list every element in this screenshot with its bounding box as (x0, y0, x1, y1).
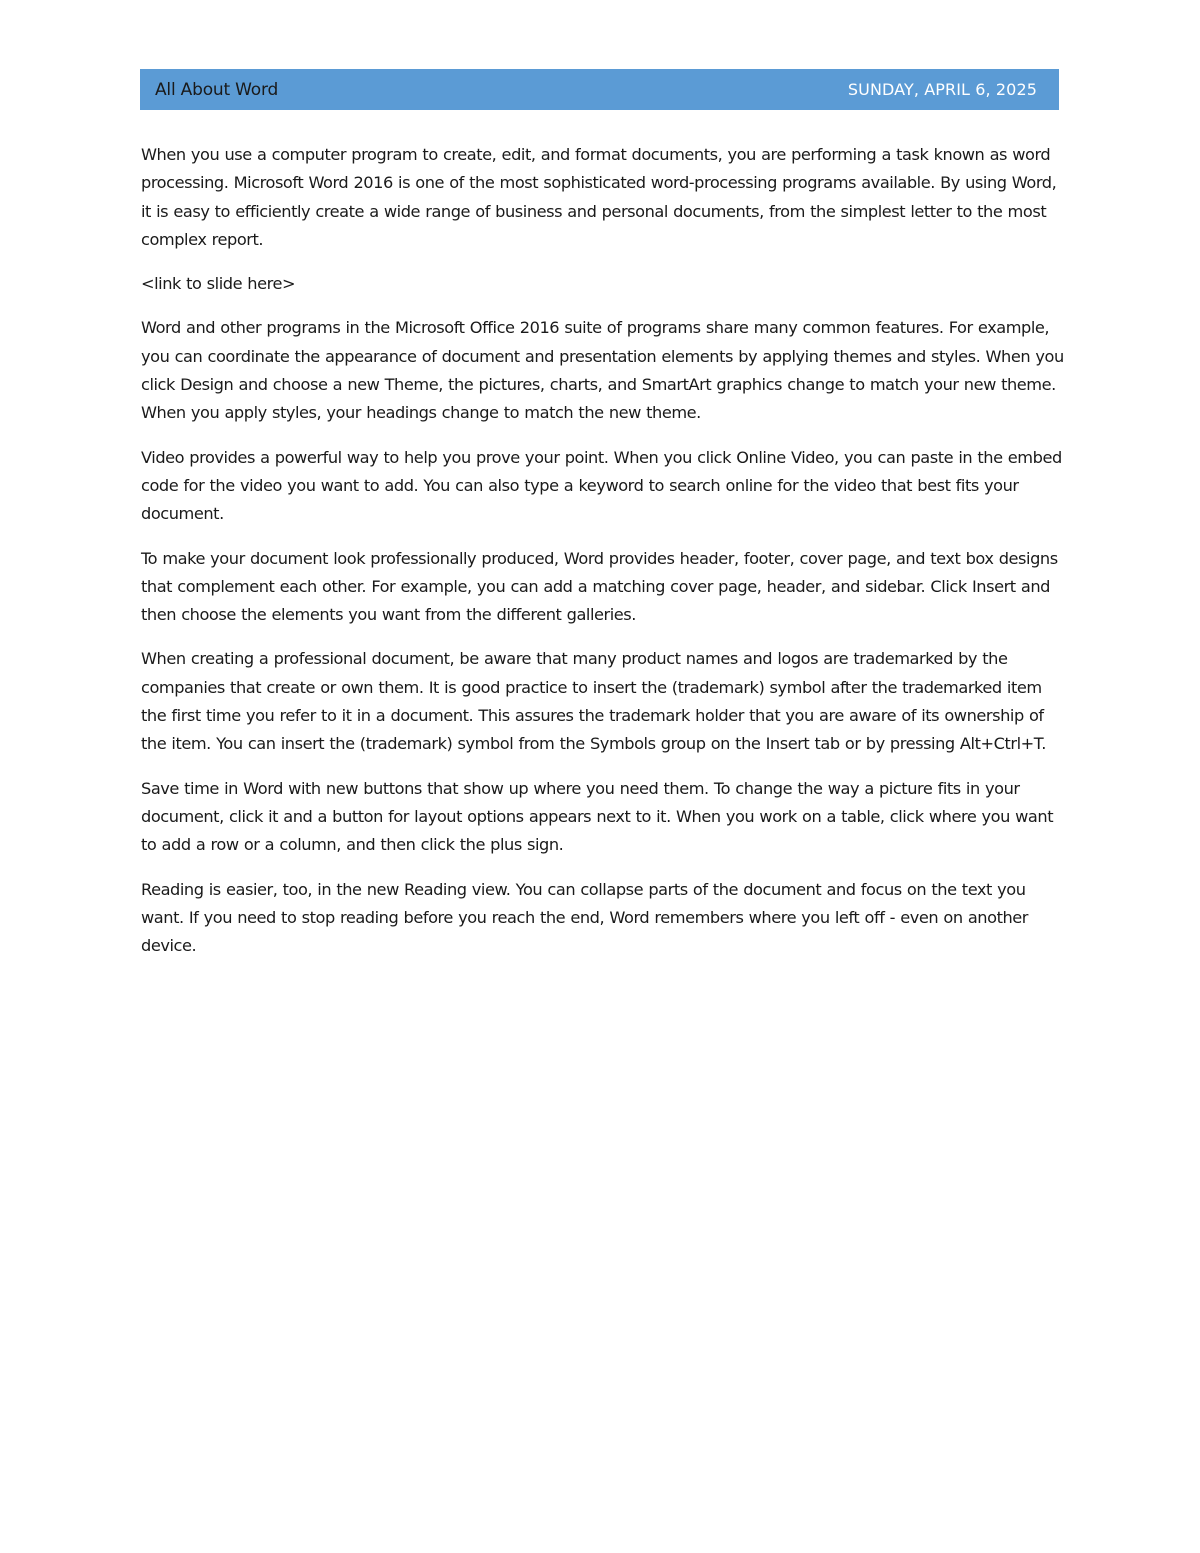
paragraph-video: Video provides a powerful way to help you prove your point. When you click Online Video, you can paste in the embed code for the video you want to add. You can also type a keyword to search online for the video that best fits your document. (141, 447, 1062, 524)
header-bar (140, 69, 1059, 110)
paragraph-intro: When you use a computer program to create, edit, and format documents, you are performing a task known as word processing. Microsoft Word 2016 is one of the most sophisticated word-processing programs available. By using Word, it is easy to efficiently create a wide range of business and personal documents, from the simplest letter to the most complex report. (141, 145, 1057, 249)
slide-link-placeholder[interactable]: <link to slide here> (141, 274, 296, 294)
document-title: All About Word (155, 79, 279, 100)
paragraph-buttons: Save time in Word with new buttons that show up where you need them. To change the way a picture fits in your document, click it and a button for layout options appears next to it. When you work on a table, click where you want to add a row or a column, and then click the plus sign. (141, 778, 1054, 855)
paragraph-themes: Word and other programs in the Microsoft Office 2016 suite of programs share many common features. For example, you can coordinate the appearance of document and presentation elements by applying themes and styles. When you click Design and choose a new Theme, the pictures, charts, and SmartArt graphics change to match your new theme. When you apply styles, your headings change to match the new theme. (141, 318, 1064, 423)
document-body (141, 141, 1066, 976)
paragraph-reading: Reading is easier, too, in the new Reading view. You can collapse parts of the document and focus on the text you want. If you need to stop reading before you reach the end, Word remembers where you left off - even on another device. (141, 879, 1028, 956)
paragraph-trademark: When creating a professional document, be aware that many product names and logos are trademarked by the companies that create or own them. It is good practice to insert the (trademark) symbol after the trademarked item the first time you refer to it in a document. This assures the trademark holder that you are aware of its ownership of the item. You can insert the (trademark) symbol from the Symbols group on the Insert tab or by pressing Alt+Ctrl+T. (141, 649, 1046, 754)
header-date: SUNDAY, APRIL 6, 2025 (847, 80, 1037, 99)
paragraph-design: To make your document look professionally produced, Word provides header, footer, cover page, and text box designs that complement each other. For example, you can add a matching cover page, header, and sidebar. Click Insert and then choose the elements you want from the different galleries. (141, 548, 1058, 625)
